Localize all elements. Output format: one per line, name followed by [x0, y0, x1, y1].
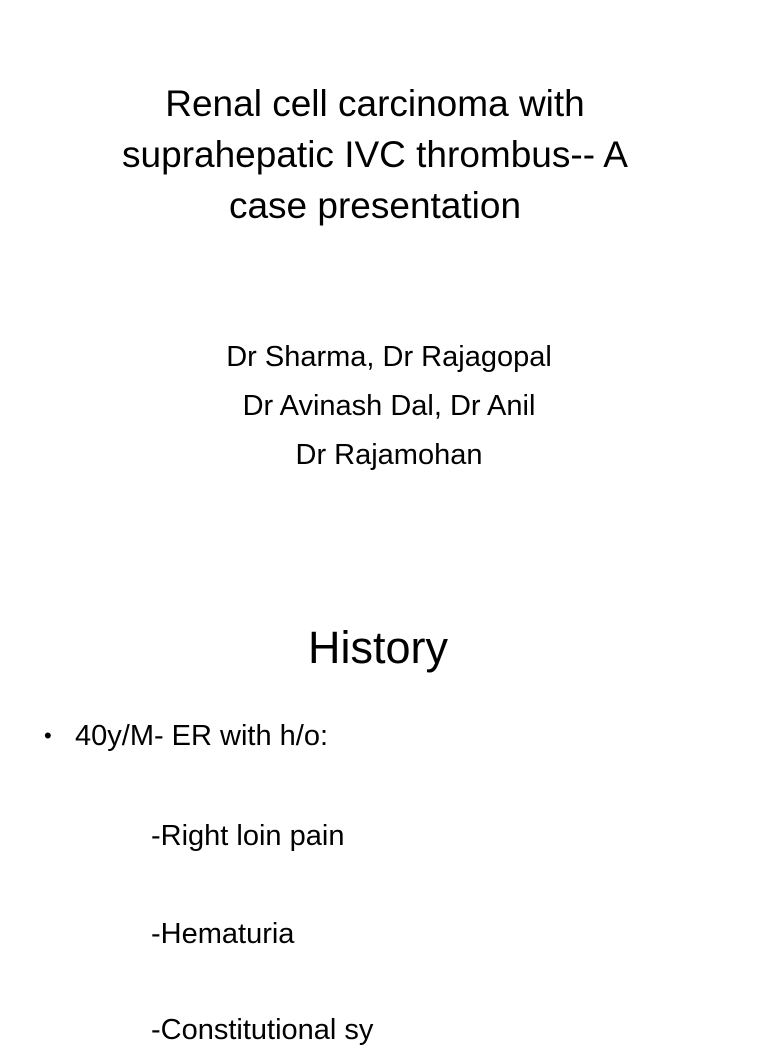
slide-title-line: case presentation	[228, 185, 522, 226]
sub-item: -Right loin pain	[151, 820, 345, 852]
bullet-item	[44, 716, 328, 756]
author-line: Dr Sharma, Dr Rajagopal	[226, 341, 552, 373]
sub-item: -Constitutional sy	[151, 1014, 374, 1046]
author-line: Dr Rajamohan	[295, 439, 483, 471]
author-list	[100, 333, 678, 480]
slide-title	[60, 78, 690, 231]
bullet-text: 40y/M- ER with h/o:	[75, 720, 329, 752]
bullet-marker-icon: •	[44, 723, 52, 748]
slide-title-line: suprahepatic IVC thrombus-- A	[122, 134, 628, 175]
section-title: History	[307, 622, 448, 673]
sub-item: -Hematuria	[151, 918, 295, 950]
slide-title-line: Renal cell carcinoma with	[165, 83, 585, 124]
author-line: Dr Avinash Dal, Dr Anil	[242, 390, 536, 422]
